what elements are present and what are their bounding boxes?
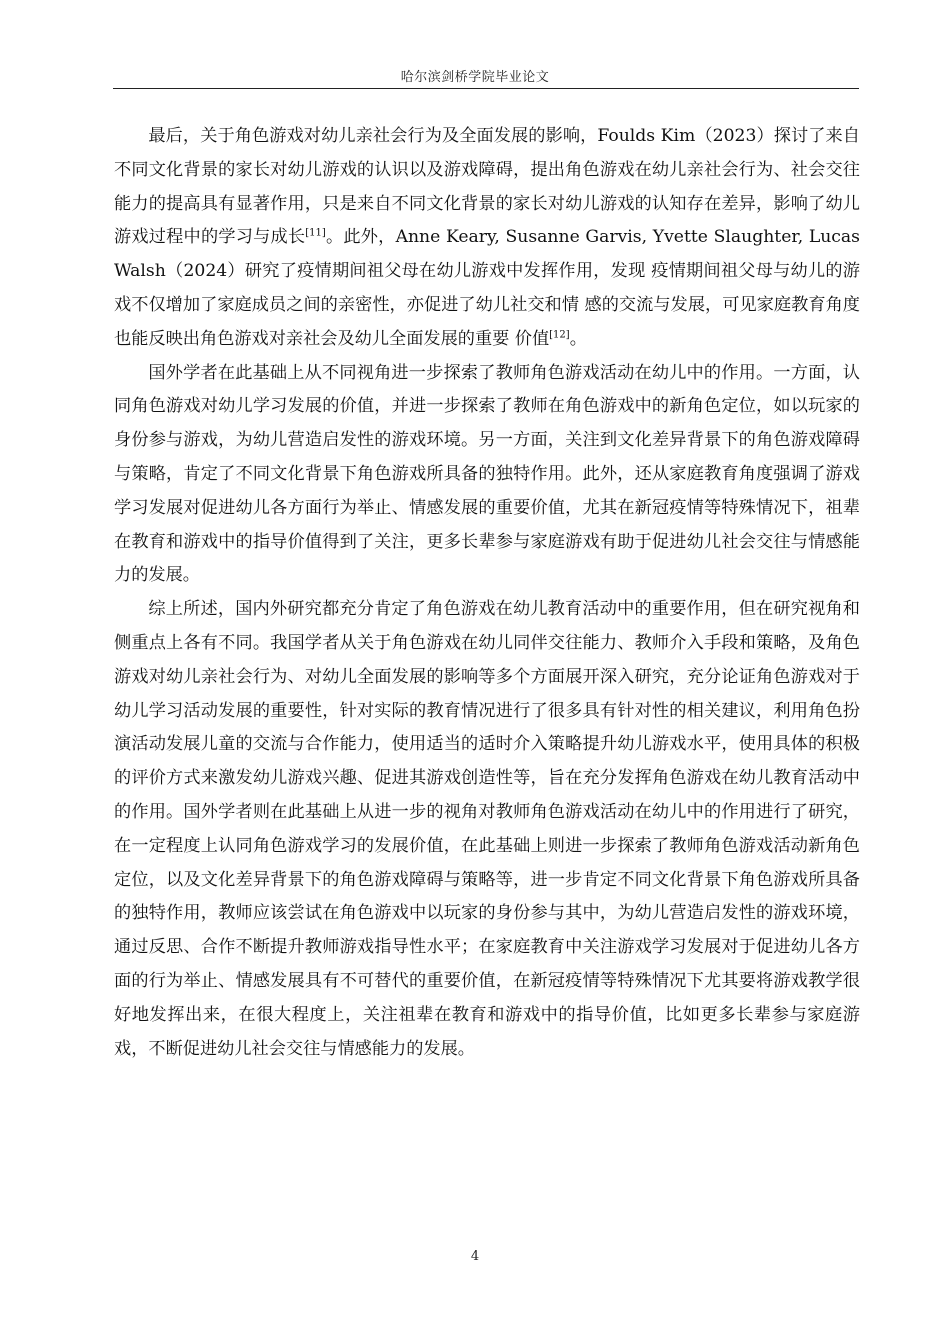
paragraph-text: 。此外，Anne Keary, Susanne Garvis, Yvette Slaughter, Lucas Walsh（2024）研究了疫情期间祖父母在幼儿游戏中发挥作用，发现 疫情期间祖父母与幼儿的游戏不仅增加了家庭成员之间的亲密性，亦促进了幼儿社交和情 感的交流与发展，可见家庭教育角度也能反映出角色游戏对亲社会及幼儿全面发展的重要 价值 <box>114 227 860 349</box>
paragraph-conclusion: 综上所述，国内外研究都充分肯定了角色游戏在幼儿教育活动中的重要作用，但在研究视角和侧重点上各有不同。我国学者从关于角色游戏在幼儿同伴交往能力、教师介入手段和策略，及角色游戏对幼儿亲社会行为、对幼儿全面发展的影响等多个方面展开深入研究，充分论证角色游戏对于幼儿学习活动发展的重要性，针对实际的教育情况进行了很多具有针对性的相关建议，利用角色扮演活动发展儿童的交流与合作能力，使用适当的适时介入策略提升幼儿游戏水平，使用具体的积极的评价方式来激发幼儿游戏兴趣、促进其游戏创造性等，旨在充分发挥角色游戏在幼儿教育活动中的作用。国外学者则在此基础上从进一步的视角对教师角色游戏活动在幼儿中的作用进行了研究，在一定程度上认同角色游戏学习的发展价值，在此基础上则进一步探索了教师角色游戏活动新角色定位，以及文化差异背景下的角色游戏障碍与策略等，进一步肯定不同文化背景下角色游戏所具备的独特作用，教师应该尝试在角色游戏中以玩家的身份参与其中，为幼儿营造启发性的游戏环境，通过反思、合作不断提升教师游戏指导性水平；在家庭教育中关注游戏学习发展对于促进幼儿各方面的行为举止、情感发展具有不可替代的重要价值，在新冠疫情等特殊情况下尤其要将游戏教学很好地发挥出来，在很大程度上，关注祖辈在教育和游戏中的指导价值，比如更多长辈参与家庭游戏，不断促进幼儿社会交往与情感能力的发展。 <box>114 599 860 1059</box>
paragraph-text: 最后，关于角色游戏对幼儿亲社会行为及全面发展的影响，Foulds Kim（2023）探讨了来自不同文化背景的家长对幼儿游戏的认识以及游戏障碍，提出角色游戏在幼儿亲社会行为、社会交往能力的提高具有显著作用，只是来自不同文化背景的家长对幼儿游戏的认知存在差异，影响了幼儿游戏过程中的学习与成长 <box>114 126 860 248</box>
running-header: 哈尔滨剑桥学院毕业论文 <box>400 70 550 85</box>
citation-12: [12] <box>549 329 570 341</box>
header-divider <box>113 88 859 89</box>
paragraph-text: 。 <box>569 328 587 349</box>
citation-11: [11] <box>305 227 326 239</box>
paragraph-foreign-summary: 国外学者在此基础上从不同视角进一步探索了教师角色游戏活动在幼儿中的作用。一方面，认同角色游戏对幼儿学习发展的价值，并进一步探索了教师在角色游戏中的新角色定位，如以玩家的身份参与游戏，为幼儿营造启发性的游戏环境。另一方面，关注到文化差异背景下的角色游戏障碍与策略，肯定了不同文化背景下角色游戏所具备的独特作用。此外，还从家庭教育角度强调了游戏学习发展对促进幼儿各方面行为举止、情感发展的重要价值，尤其在新冠疫情等特殊情况下，祖辈在教育和游戏中的指导价值得到了关注，更多长辈参与家庭游戏有助于促进幼儿社会交往与情感能力的发展。 <box>114 362 860 586</box>
paragraph-foreign-research-family <box>114 120 860 357</box>
page-number: 4 <box>470 1249 480 1264</box>
body-text <box>114 120 860 1066</box>
